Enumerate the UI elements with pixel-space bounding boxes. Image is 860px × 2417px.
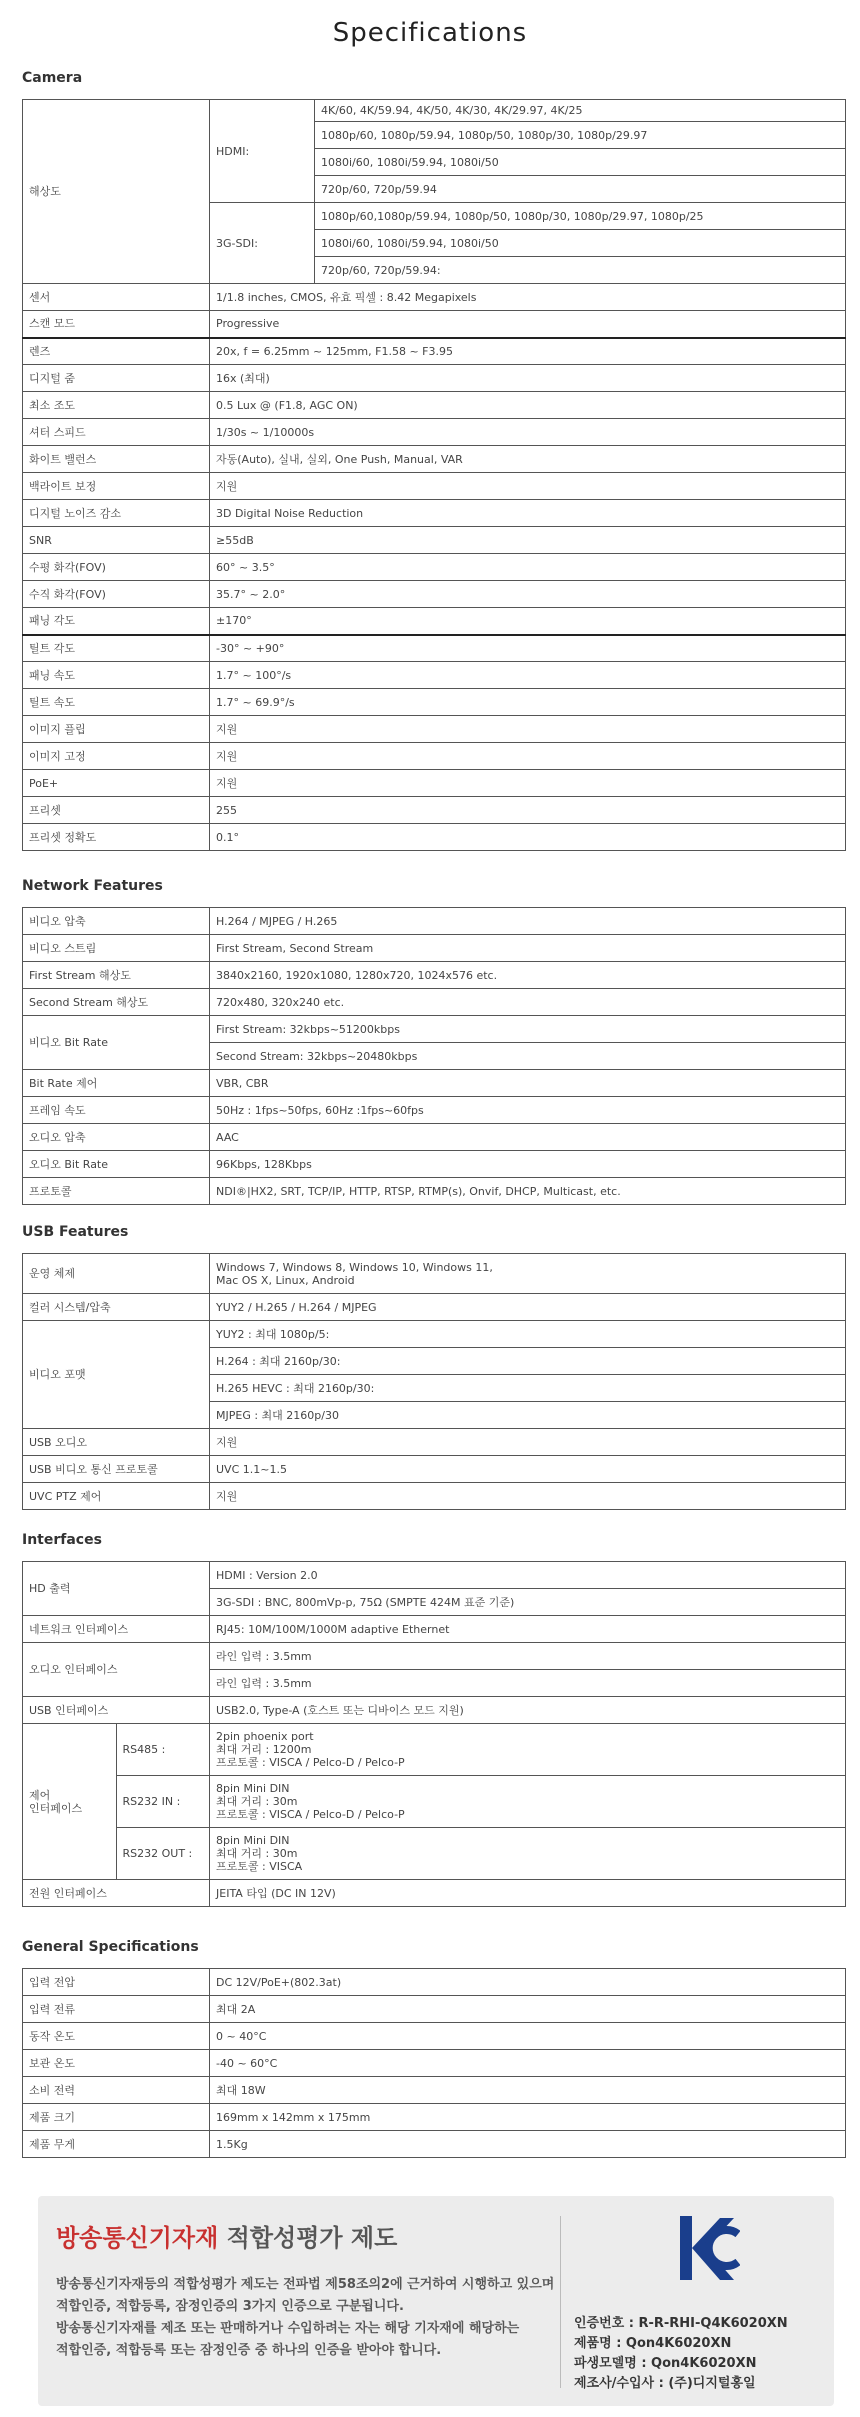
certification-description-line: 적합인증, 적합등록 또는 잠정인증 중 하나의 인증을 받아야 합니다.: [56, 2343, 442, 2358]
spec-label: 수직 화각(FOV): [23, 581, 210, 608]
video-format-value: MJPEG : 최대 2160p/30: [210, 1402, 846, 1429]
network-interface-label: 네트워크 인터페이스: [23, 1616, 210, 1643]
spec-value: 1.7° ~ 100°/s: [210, 662, 846, 689]
spec-label: 비디오 스트림: [23, 935, 210, 962]
table-row: [23, 1969, 846, 1996]
spec-value: 96Kbps, 128Kbps: [210, 1151, 846, 1178]
control-port-line: 8pin Mini DIN: [216, 1782, 290, 1795]
spec-label: 틸트 각도: [23, 635, 210, 662]
spec-label: 셔터 스피드: [23, 419, 210, 446]
usb-interface-label: USB 인터페이스: [23, 1697, 210, 1724]
table-row: [23, 1254, 846, 1294]
bitrate-value: Second Stream: 32kbps~20480kbps: [210, 1043, 846, 1070]
section-title-usb: USB Features: [22, 1224, 129, 1240]
table-row: [23, 989, 846, 1016]
certification-description-line: 방송통신기자재등의 적합성평가 제도는 전파법 제58조의2에 근거하여 시행하고 있으며: [56, 2277, 555, 2292]
spec-label: 제품 무게: [23, 2131, 210, 2158]
os-value-line: Windows 7, Windows 8, Windows 10, Windows 11,: [216, 1260, 493, 1274]
table-row: [23, 743, 846, 770]
spec-label: 입력 전압: [23, 1969, 210, 1996]
table-row: [23, 2131, 846, 2158]
spec-label: 패닝 속도: [23, 662, 210, 689]
spec-value: 1.5Kg: [210, 2131, 846, 2158]
table-row: [23, 446, 846, 473]
spec-label: 스캔 모드: [23, 311, 210, 338]
spec-value: DC 12V/PoE+(802.3at): [210, 1969, 846, 1996]
table-row: [23, 770, 846, 797]
certification-title-gray: 적합성평가 제도: [226, 2224, 398, 2252]
spec-value: 지원: [210, 1483, 846, 1510]
control-port-line: 프로토콜 : VISCA / Pelco-D / Pelco-P: [216, 1808, 405, 1821]
kc-certification-icon: [678, 2214, 740, 2286]
table-row: [23, 1616, 846, 1643]
spec-label: 입력 전류: [23, 1996, 210, 2023]
table-row: [23, 962, 846, 989]
control-port-name: RS232 IN :: [116, 1776, 210, 1828]
certification-description-line: 방송통신기자재를 제조 또는 판매하거나 수입하려는 자는 해당 기자재에 해당하는: [56, 2321, 520, 2336]
table-row: [23, 689, 846, 716]
spec-label: 오디오 Bit Rate: [23, 1151, 210, 1178]
spec-value: 35.7° ~ 2.0°: [210, 581, 846, 608]
sdi-resolution: 1080i/60, 1080i/59.94, 1080i/50: [315, 230, 846, 257]
section-title-network: Network Features: [22, 878, 163, 894]
video-format-value: H.264 : 최대 2160p/30:: [210, 1348, 846, 1375]
certification-title-red: 방송통신기자재: [56, 2224, 219, 2252]
table-row: [23, 284, 846, 311]
table-row: [23, 1697, 846, 1724]
spec-label: 동작 온도: [23, 2023, 210, 2050]
table-row: [23, 338, 846, 365]
audio-interface-value: 라인 입력 : 3.5mm: [210, 1670, 846, 1697]
network-spec-table: [22, 907, 846, 1205]
table-row: [23, 716, 846, 743]
hdmi-label: HDMI:: [210, 100, 315, 203]
section-title-interfaces: Interfaces: [22, 1532, 102, 1548]
spec-label: 렌즈: [23, 338, 210, 365]
sdi-label: 3G-SDI:: [210, 203, 315, 284]
spec-value: Progressive: [210, 311, 846, 338]
spec-value: 255: [210, 797, 846, 824]
spec-value: 3840x2160, 1920x1080, 1280x720, 1024x576 etc.: [210, 962, 846, 989]
spec-value: 50Hz : 1fps~50fps, 60Hz :1fps~60fps: [210, 1097, 846, 1124]
section-title-general: General Specifications: [22, 1939, 199, 1955]
spec-value: First Stream, Second Stream: [210, 935, 846, 962]
control-port-name: RS485 :: [116, 1724, 210, 1776]
table-row: [23, 419, 846, 446]
table-row: [23, 392, 846, 419]
spec-label: 프로토콜: [23, 1178, 210, 1205]
network-interface-value: RJ45: 10M/100M/1000M adaptive Ethernet: [210, 1616, 846, 1643]
control-interface-label: [23, 1724, 117, 1880]
table-row: [23, 1124, 846, 1151]
table-row: [23, 635, 846, 662]
video-format-label: 비디오 포맷: [23, 1321, 210, 1429]
power-interface-value: JEITA 타입 (DC IN 12V): [210, 1880, 846, 1907]
control-port-line: 프로토콜 : VISCA / Pelco-D / Pelco-P: [216, 1756, 405, 1769]
spec-label: 디지털 노이즈 감소: [23, 500, 210, 527]
control-port-line: 최대 거리 : 1200m: [216, 1743, 312, 1756]
spec-label: 소비 전력: [23, 2077, 210, 2104]
spec-label: 오디오 압축: [23, 1124, 210, 1151]
spec-label: 보관 온도: [23, 2050, 210, 2077]
certification-banner: [38, 2196, 834, 2406]
table-row: [23, 1178, 846, 1205]
spec-value: AAC: [210, 1124, 846, 1151]
spec-value: 0 ~ 40°C: [210, 2023, 846, 2050]
audio-interface-value: 라인 입력 : 3.5mm: [210, 1643, 846, 1670]
table-row: [23, 1429, 846, 1456]
table-row: [23, 527, 846, 554]
bitrate-value: First Stream: 32kbps~51200kbps: [210, 1016, 846, 1043]
control-port-value: [210, 1724, 846, 1776]
table-row: [23, 1097, 846, 1124]
manufacturer-importer: 제조사/수입사 : (주)디지털홍일: [574, 2376, 756, 2391]
table-row: [23, 554, 846, 581]
spec-value: 최대 18W: [210, 2077, 846, 2104]
table-row: [23, 1294, 846, 1321]
page-title: Specifications: [332, 18, 528, 48]
table-row: [23, 2104, 846, 2131]
spec-value: ±170°: [210, 608, 846, 635]
spec-label: 화이트 밸런스: [23, 446, 210, 473]
spec-value: H.264 / MJPEG / H.265: [210, 908, 846, 935]
power-interface-label: 전원 인터페이스: [23, 1880, 210, 1907]
hd-output-label: HD 출력: [23, 1562, 210, 1616]
control-port-value: [210, 1828, 846, 1880]
spec-value: 지원: [210, 1429, 846, 1456]
hd-output-value: HDMI : Version 2.0: [210, 1562, 846, 1589]
hd-output-value: 3G-SDI : BNC, 800mVp-p, 75Ω (SMPTE 424M 표준 기준): [210, 1589, 846, 1616]
sdi-resolution: 1080p/60,1080p/59.94, 1080p/50, 1080p/30, 1080p/29.97, 1080p/25: [315, 203, 846, 230]
table-row: [23, 1996, 846, 2023]
control-port-line: 8pin Mini DIN: [216, 1834, 290, 1847]
section-title-camera: Camera: [22, 70, 83, 86]
spec-value: UVC 1.1~1.5: [210, 1456, 846, 1483]
resolution-label: 해상도: [23, 100, 210, 284]
hdmi-resolution: 720p/60, 720p/59.94: [315, 176, 846, 203]
spec-value: 지원: [210, 716, 846, 743]
table-row: [23, 824, 846, 851]
hdmi-resolution: 1080p/60, 1080p/59.94, 1080p/50, 1080p/30, 1080p/29.97: [315, 122, 846, 149]
spec-label: 백라이트 보정: [23, 473, 210, 500]
general-spec-table: [22, 1968, 846, 2158]
table-row: [23, 2023, 846, 2050]
control-port-value: [210, 1776, 846, 1828]
camera-spec-table: [22, 99, 846, 851]
spec-label: PoE+: [23, 770, 210, 797]
spec-label: 프레임 속도: [23, 1097, 210, 1124]
certification-description: [56, 2274, 566, 2362]
spec-value: 1/1.8 inches, CMOS, 유효 픽셀 : 8.42 Megapixels: [210, 284, 846, 311]
spec-label: UVC PTZ 제어: [23, 1483, 210, 1510]
spec-label: 최소 조도: [23, 392, 210, 419]
spec-value: 1/30s ~ 1/10000s: [210, 419, 846, 446]
table-row: [23, 473, 846, 500]
control-port-name: RS232 OUT :: [116, 1828, 210, 1880]
spec-value: ≥55dB: [210, 527, 846, 554]
spec-value: -40 ~ 60°C: [210, 2050, 846, 2077]
color-label: 컬러 시스템/압축: [23, 1294, 210, 1321]
spec-label: First Stream 해상도: [23, 962, 210, 989]
table-row: [23, 797, 846, 824]
derived-model-name: 파생모델명 : Qon4K6020XN: [574, 2356, 757, 2371]
spec-value: 지원: [210, 473, 846, 500]
spec-value: 0.1°: [210, 824, 846, 851]
os-value-line: Mac OS X, Linux, Android: [216, 1273, 355, 1287]
spec-value: 16x (최대): [210, 365, 846, 392]
spec-label: 센서: [23, 284, 210, 311]
table-row: [23, 2077, 846, 2104]
control-port-line: 최대 거리 : 30m: [216, 1847, 298, 1860]
certification-number: 인증번호 : R-R-RHI-Q4K6020XN: [574, 2316, 788, 2331]
spec-value: 0.5 Lux @ (F1.8, AGC ON): [210, 392, 846, 419]
spec-label: 이미지 플립: [23, 716, 210, 743]
table-row: [23, 662, 846, 689]
spec-label: 비디오 압축: [23, 908, 210, 935]
control-port-line: 프로토콜 : VISCA: [216, 1860, 303, 1873]
control-port-line: 최대 거리 : 30m: [216, 1795, 298, 1808]
control-interface-label-line: 제어: [29, 1788, 51, 1802]
table-row: [23, 1151, 846, 1178]
table-row: [23, 581, 846, 608]
bitrate-label: 비디오 Bit Rate: [23, 1016, 210, 1070]
spec-value: 3D Digital Noise Reduction: [210, 500, 846, 527]
usb-spec-table: [22, 1253, 846, 1510]
spec-value: 지원: [210, 743, 846, 770]
hdmi-resolution: 1080i/60, 1080i/59.94, 1080i/50: [315, 149, 846, 176]
certification-title: [56, 2218, 397, 2253]
sdi-resolution: 720p/60, 720p/59.94:: [315, 257, 846, 284]
color-value: YUY2 / H.265 / H.264 / MJPEG: [210, 1294, 846, 1321]
table-row: [23, 1880, 846, 1907]
spec-label: 프리셋 정확도: [23, 824, 210, 851]
spec-value: 최대 2A: [210, 1996, 846, 2023]
certification-info: [574, 2314, 830, 2394]
table-row: [23, 608, 846, 635]
table-row: [23, 365, 846, 392]
table-row: [23, 1070, 846, 1097]
spec-value: VBR, CBR: [210, 1070, 846, 1097]
video-format-value: H.265 HEVC : 최대 2160p/30:: [210, 1375, 846, 1402]
product-name: 제품명 : Qon4K6020XN: [574, 2336, 732, 2351]
control-interface-label-line: 인터페이스: [29, 1801, 83, 1815]
spec-value: 169mm x 142mm x 175mm: [210, 2104, 846, 2131]
table-row: [23, 500, 846, 527]
video-format-value: YUY2 : 최대 1080p/5:: [210, 1321, 846, 1348]
spec-value: 1.7° ~ 69.9°/s: [210, 689, 846, 716]
hdmi-resolution: 4K/60, 4K/59.94, 4K/50, 4K/30, 4K/29.97, 4K/25: [315, 100, 846, 122]
spec-label: 이미지 고정: [23, 743, 210, 770]
spec-value: 자동(Auto), 실내, 실외, One Push, Manual, VAR: [210, 446, 846, 473]
spec-label: 제품 크기: [23, 2104, 210, 2131]
table-row: [23, 311, 846, 338]
spec-label: USB 비디오 통신 프로토콜: [23, 1456, 210, 1483]
spec-label: Bit Rate 제어: [23, 1070, 210, 1097]
audio-interface-label: 오디오 인터페이스: [23, 1643, 210, 1697]
spec-value: 720x480, 320x240 etc.: [210, 989, 846, 1016]
table-row: [23, 935, 846, 962]
spec-label: USB 오디오: [23, 1429, 210, 1456]
spec-value: 60° ~ 3.5°: [210, 554, 846, 581]
spec-value: 20x, f = 6.25mm ~ 125mm, F1.58 ~ F3.95: [210, 338, 846, 365]
spec-label: Second Stream 해상도: [23, 989, 210, 1016]
table-row: [23, 1456, 846, 1483]
spec-value: -30° ~ +90°: [210, 635, 846, 662]
certification-divider: [560, 2216, 561, 2388]
spec-label: SNR: [23, 527, 210, 554]
os-label: 운영 체제: [23, 1254, 210, 1294]
usb-interface-value: USB2.0, Type-A (호스트 또는 디바이스 모드 지원): [210, 1697, 846, 1724]
table-row: [23, 908, 846, 935]
table-row: [23, 2050, 846, 2077]
spec-value: 지원: [210, 770, 846, 797]
table-row: [23, 1483, 846, 1510]
interfaces-spec-table: [22, 1561, 846, 1907]
certification-description-line: 적합인증, 적합등록, 잠정인증의 3가지 인증으로 구분됩니다.: [56, 2299, 404, 2314]
control-port-line: 2pin phoenix port: [216, 1730, 314, 1743]
spec-value: NDI®|HX2, SRT, TCP/IP, HTTP, RTSP, RTMP(s), Onvif, DHCP, Multicast, etc.: [210, 1178, 846, 1205]
spec-label: 수평 화각(FOV): [23, 554, 210, 581]
os-value: [210, 1254, 846, 1294]
spec-label: 틸트 속도: [23, 689, 210, 716]
spec-label: 프리셋: [23, 797, 210, 824]
spec-label: 패닝 각도: [23, 608, 210, 635]
spec-label: 디지털 줌: [23, 365, 210, 392]
